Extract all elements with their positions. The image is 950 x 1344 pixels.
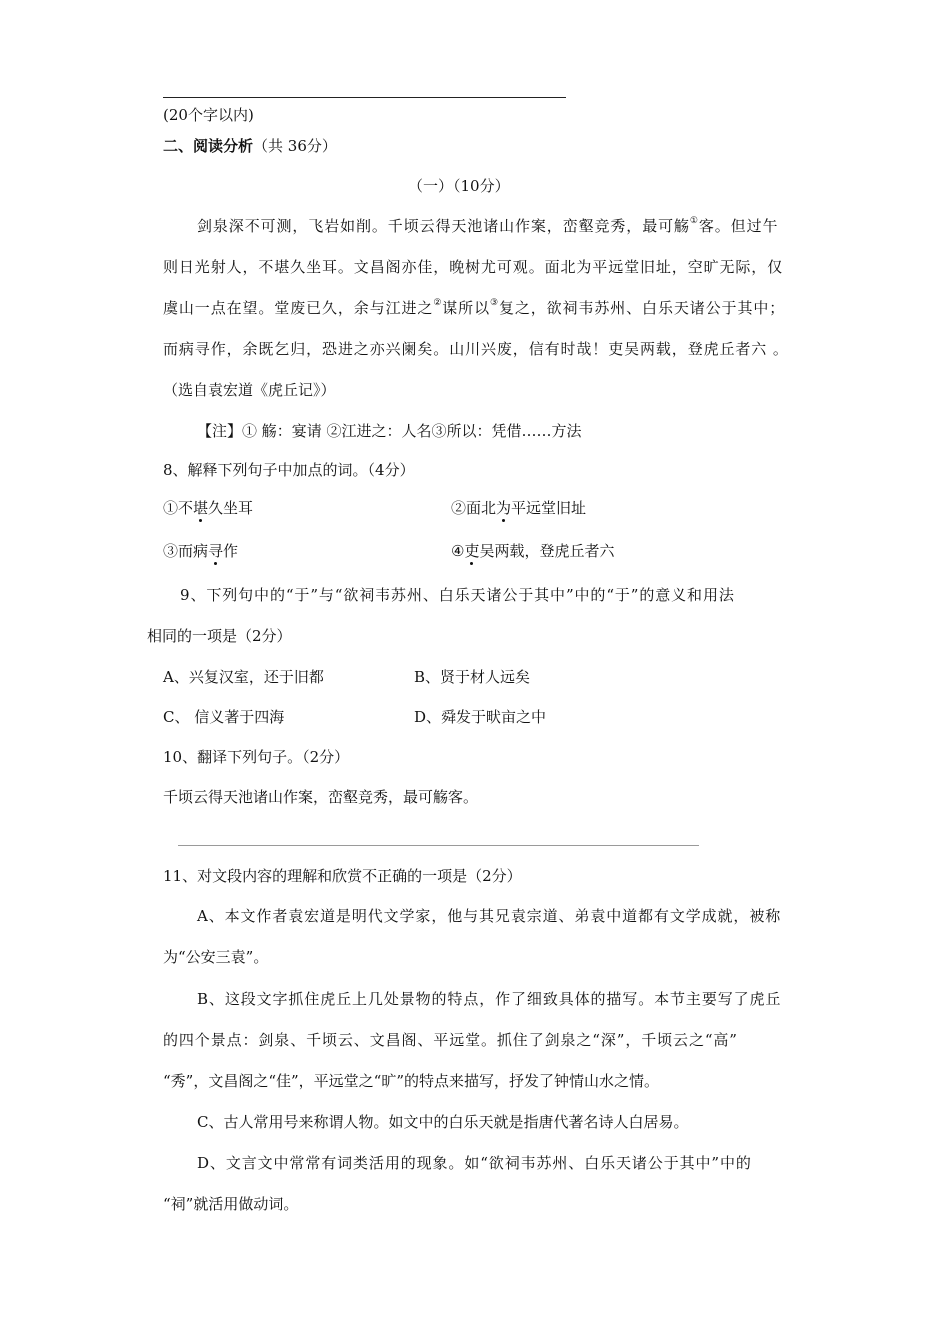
footnote-marker: ③ (489, 298, 499, 308)
q10-answer-line (178, 845, 699, 846)
q8-item-2 (451, 501, 586, 516)
q9-stem-line-2: 相同的一项是（2分） (147, 627, 292, 645)
dotted-char: 堪 (193, 499, 209, 517)
passage-text: 谋所以 (442, 299, 490, 317)
q9-option-a: A、兴复汉室，还于旧都 (163, 668, 324, 686)
q9-option-c: C、 信义著于四海 (163, 708, 285, 726)
q11-option-b-line-2: 的四个景点：剑泉、千顷云、文昌阁、平远堂。抓住了剑泉之“深”，千顷云之“高” (163, 1031, 738, 1049)
q10-sentence: 千顷云得天池诸山作案，峦壑竞秀，最可觞客。 (163, 788, 479, 806)
passage-text: 虞山一点在望。堂废已久，余与江进之 (163, 299, 434, 317)
passage-text: 复之，欲祠韦苏州、白乐天诸公于其中； (498, 299, 786, 317)
passage-note: 【注】① 觞：宴请 ②江进之：人名③所以：凭借……方法 (197, 422, 582, 440)
q11-option-a-line-2: 为“公安三袁”。 (163, 948, 269, 966)
q8-item-3 (163, 544, 238, 559)
q9-option-b: B、贤于材人远矣 (414, 668, 531, 686)
q9-stem-line-1: 9、下列句中的“于”与“欲祠韦苏州、白乐天诸公于其中”中的“于”的意义和用法 (180, 586, 735, 604)
passage-text: 客。但过午 (698, 217, 779, 235)
q8-item-text: 作 (223, 542, 239, 560)
q11-option-b-line-3: “秀”，文昌阁之“佳”，平远堂之“旷”的特点来描写，抒发了钟情山水之情。 (163, 1072, 660, 1090)
passage-text: 剑泉深不可测，飞岩如削。千顷云得天池诸山作案，峦壑竞秀，最可觞 (197, 217, 690, 235)
section-score: （共 36分） (253, 137, 337, 155)
q8-stem: 8、解释下列句子中加点的词。（4分） (163, 461, 415, 479)
q11-option-d-line-2: “祠”就活用做动词。 (163, 1195, 299, 1213)
q11-stem: 11、对文段内容的理解和欣赏不正确的一项是（2分） (163, 867, 522, 885)
dotted-char: 吏 (464, 542, 480, 560)
q10-stem: 10、翻译下列句子。（2分） (163, 748, 350, 766)
answer-line-top (163, 97, 566, 98)
section-title (163, 139, 337, 154)
passage-line-2: 则日光射人，不堪久坐耳。文昌阁亦佳，晚树尤可观。面北为平远堂旧址，空旷无际，仅 (163, 258, 784, 276)
footnote-marker: ① (689, 216, 699, 226)
passage-line-3 (163, 298, 786, 317)
q11-option-a-line-1: A、本文作者袁宏道是明代文学家，他与其兄袁宗道、弟袁中道都有文学成就，被称 (197, 907, 782, 925)
q11-option-d-line-1: D、文言文中常常有词类活用的现象。如“欲祠韦苏州、白乐天诸公于其中”中的 (197, 1154, 752, 1172)
q8-item-text: 吴两载，登虎丘者六 (479, 542, 615, 560)
passage-line-4: 而病寻作，余既乞归，恐进之亦兴阑矣。山川兴废，信有时哉！吏吴两载，登虎丘者六 。 (163, 340, 789, 358)
q8-item-text: ②面北 (451, 499, 497, 517)
dotted-char: 寻 (208, 542, 224, 560)
word-limit-note: (20个字以内) (163, 106, 254, 124)
passage-heading: （一）（10分） (408, 177, 510, 195)
q8-item-text: 平远堂旧址 (511, 499, 587, 517)
q8-item-text: ③而病 (163, 542, 209, 560)
q11-option-c: C、古人常用号来称谓人物。如文中的白乐天就是指唐代著名诗人白居易。 (197, 1113, 689, 1131)
q8-item-text: ①不 (163, 499, 194, 517)
q8-item-4 (451, 544, 614, 559)
q9-option-d: D、舜发于畎亩之中 (414, 708, 547, 726)
q8-item-text: ④ (451, 542, 465, 560)
passage-line-1 (197, 216, 779, 235)
dotted-char: 为 (496, 499, 512, 517)
footnote-marker: ② (433, 298, 443, 308)
q8-item-text: 久坐耳 (208, 499, 254, 517)
q11-option-b-line-1: B、这段文字抓住虎丘上几处景物的特点，作了细致具体的描写。本节主要写了虎丘 (197, 990, 782, 1008)
section-title-text: 二、阅读分析 (163, 137, 254, 155)
passage-source: （选自袁宏道《虎丘记》） (163, 381, 336, 399)
q8-item-1 (163, 501, 253, 516)
